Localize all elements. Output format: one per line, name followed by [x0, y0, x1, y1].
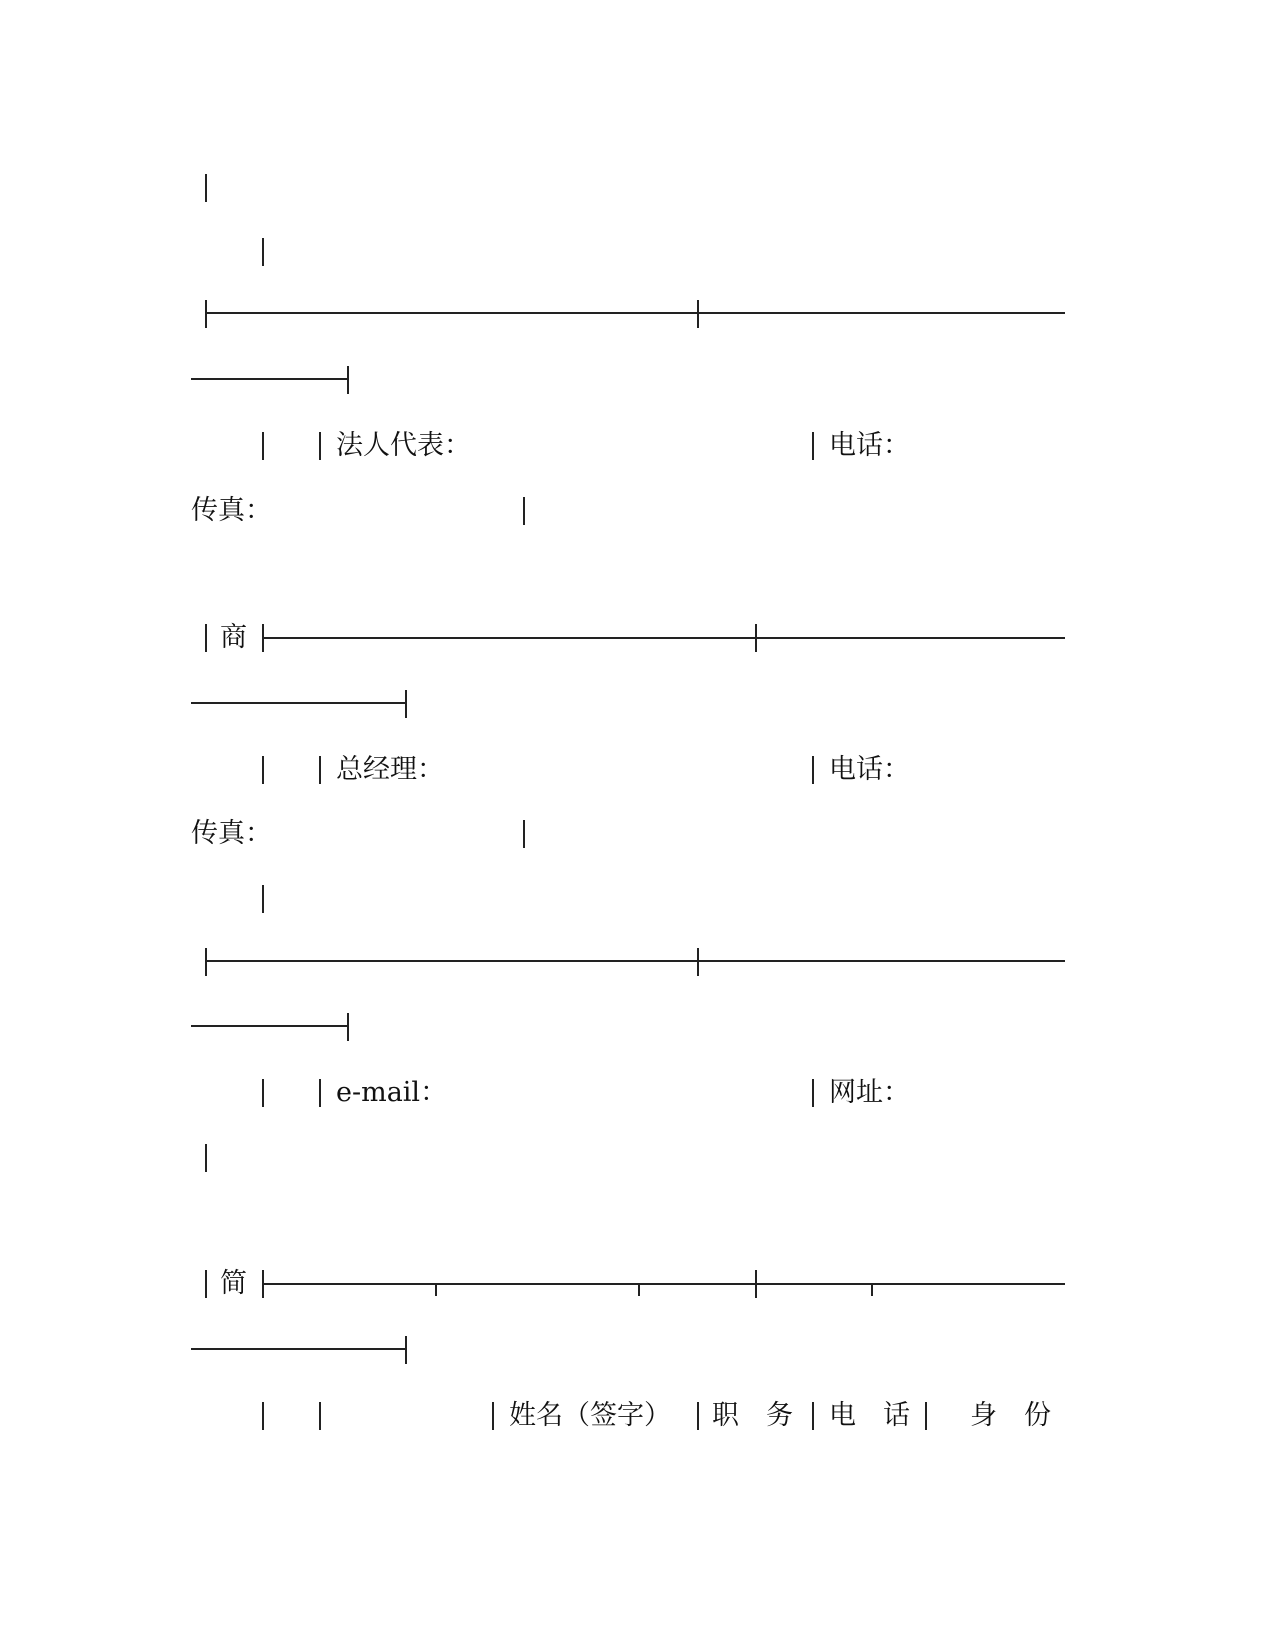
table-border — [319, 756, 321, 784]
table-rule — [205, 960, 1065, 962]
section-char-jian: 简 — [220, 1268, 247, 1299]
table-border — [755, 1270, 757, 1298]
table-border — [205, 1144, 207, 1172]
table-border — [319, 432, 321, 460]
table-border — [262, 1079, 264, 1107]
phone-label: 电话： — [829, 754, 910, 785]
table-border — [347, 366, 349, 394]
table-rule — [191, 702, 407, 704]
table-border — [319, 1402, 321, 1430]
table-border — [262, 1270, 264, 1298]
table-border — [205, 948, 207, 976]
table-border — [755, 624, 757, 652]
table-border — [812, 1079, 814, 1107]
table-border — [205, 624, 207, 652]
email-label: e-mail： — [336, 1077, 448, 1108]
website-label: 网址： — [829, 1077, 910, 1108]
table-border — [205, 1270, 207, 1298]
table-border — [262, 624, 264, 652]
table-border — [697, 300, 699, 328]
table-border — [925, 1402, 927, 1430]
section-char-shang: 商 — [220, 622, 247, 653]
gm-label: 总经理： — [336, 754, 444, 785]
table-rule — [262, 1283, 1065, 1285]
table-rule — [205, 312, 1065, 314]
table-tick — [638, 1284, 640, 1296]
table-border — [262, 756, 264, 784]
table-border — [697, 1402, 699, 1430]
table-border — [812, 1402, 814, 1430]
table-border — [205, 300, 207, 328]
table-border — [523, 820, 525, 848]
fax-label: 传真： — [191, 495, 272, 526]
table-tick — [435, 1284, 437, 1296]
phone-label: 电话： — [829, 430, 910, 461]
table-rule — [191, 1348, 407, 1350]
table-border — [262, 1402, 264, 1430]
column-header-id: 身 份 — [970, 1400, 1051, 1431]
table-border — [697, 948, 699, 976]
table-border — [262, 432, 264, 460]
table-tick — [871, 1284, 873, 1296]
table-border — [812, 756, 814, 784]
fax-label: 传真： — [191, 818, 272, 849]
column-header-name-sign: 姓名（签字） — [509, 1400, 671, 1431]
table-rule — [262, 637, 1065, 639]
table-border — [405, 1336, 407, 1364]
legal-rep-label: 法人代表： — [336, 430, 471, 461]
table-border — [347, 1013, 349, 1041]
table-border — [405, 690, 407, 718]
table-border — [812, 432, 814, 460]
column-header-phone: 电 话 — [829, 1400, 910, 1431]
table-border — [523, 497, 525, 525]
table-border — [262, 238, 264, 266]
column-header-position: 职 务 — [712, 1400, 793, 1431]
table-border — [492, 1402, 494, 1430]
table-border — [319, 1079, 321, 1107]
table-border — [262, 885, 264, 913]
table-rule — [191, 1025, 349, 1027]
table-border — [205, 174, 207, 202]
table-rule — [191, 378, 349, 380]
